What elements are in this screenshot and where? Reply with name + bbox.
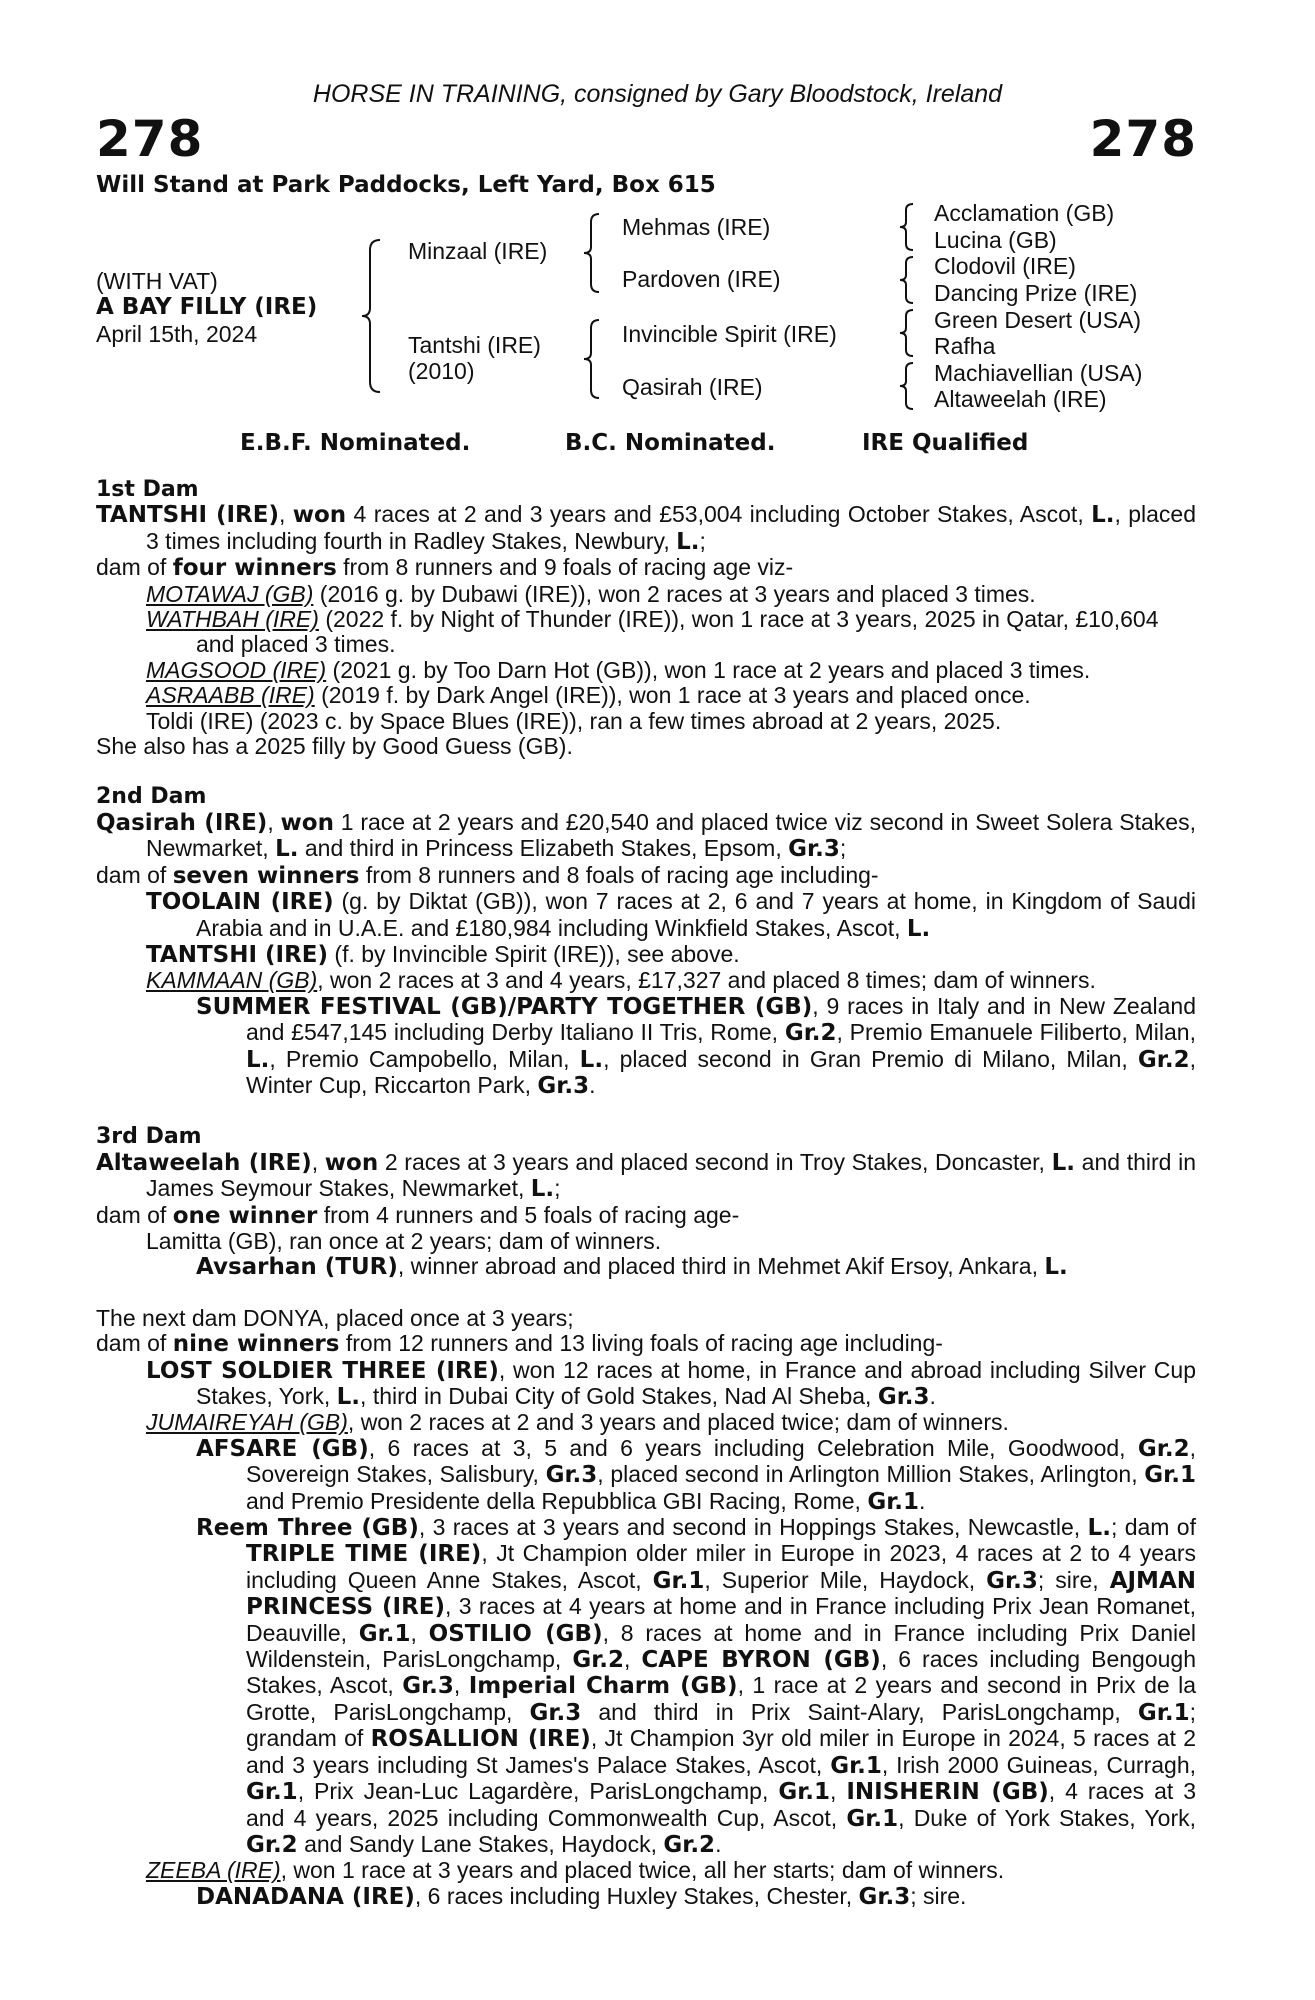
next-dam-produce-summary: dam of nine winners from 12 runners and 13 living foals of racing age including- bbox=[96, 1330, 943, 1358]
progeny-entry: ASRAABB (IRE) (2019 f. by Dark Angel (IRE)), won 1 race at 3 years and placed once. bbox=[146, 682, 1031, 709]
third-dam-entry: Altaweelah (IRE), won 2 races at 3 years and placed second in Troy Stakes, Doncaster, L. and third in James Seymour Stakes, Newmarket, L.; bbox=[96, 1148, 1197, 1203]
grandprogeny-entry: DANADANA (IRE), 6 races including Huxley Stakes, Chester, Gr.3; sire. bbox=[196, 1882, 967, 1910]
grandprogeny-entry: Avsarhan (TUR), winner abroad and placed third in Mehmet Akif Ersoy, Ankara, L. bbox=[196, 1253, 1068, 1281]
family-notes bbox=[96, 477, 1196, 1910]
sire-dam: Pardoven (IRE) bbox=[622, 266, 781, 292]
sire-brace bbox=[582, 212, 602, 294]
g3-ancestor: Acclamation (GB) bbox=[934, 200, 1115, 226]
g3-ancestor: Clodovil (IRE) bbox=[934, 253, 1076, 279]
g3-ancestor: Dancing Prize (IRE) bbox=[934, 280, 1138, 306]
g3-ancestor: Machiavellian (USA) bbox=[934, 360, 1143, 386]
third-dam-heading: 3rd Dam bbox=[96, 1124, 202, 1150]
g3-ancestor: Lucina (GB) bbox=[934, 227, 1057, 253]
progeny-entry: LOST SOLDIER THREE (IRE), won 12 races at home, in France and abroad including Silver Cup Stakes, York, L., third in Dubai City of Gold Stakes, Nad Al Sheba, Gr.3. bbox=[146, 1356, 1196, 1410]
second-dam-heading: 2nd Dam bbox=[96, 784, 207, 810]
g3-brace-3 bbox=[898, 308, 916, 358]
progeny-entry: Lamitta (GB), ran once at 2 years; dam of winners. bbox=[146, 1227, 662, 1254]
progeny-entry: JUMAIREYAH (GB), won 2 races at 2 and 3 years and placed twice; dam of winners. bbox=[146, 1409, 1009, 1436]
g3-brace-4 bbox=[898, 361, 916, 411]
g3-ancestor: Green Desert (USA) bbox=[934, 307, 1142, 333]
sire-name: Minzaal (IRE) bbox=[408, 238, 548, 264]
grandprogeny-entry: AFSARE (GB), 6 races at 3, 5 and 6 years including Celebration Mile, Goodwood, Gr.2, Sovereign Stakes, Salisbury, Gr.3, placed second in Arlington Million Stakes, Arlington, Gr.1 and Premio Presidente della Repubblica GBI Racing, Rome, Gr.1. bbox=[196, 1434, 1196, 1515]
progeny-entry: TOOLAIN (IRE) (g. by Diktat (GB)), won 7 races at 2, 6 and 7 years at home, in Kingdom of Saudi Arabia and in U.A.E. and £180,984 including Winkfield Stakes, Ascot, L. bbox=[146, 888, 1196, 942]
vat-note: (WITH VAT) bbox=[96, 268, 218, 294]
sire-sire: Mehmas (IRE) bbox=[622, 214, 771, 240]
second-dam-produce-summary: dam of seven winners from 8 runners and 8 foals of racing age including- bbox=[96, 861, 879, 889]
dam-name: Tantshi (IRE) bbox=[408, 332, 541, 358]
bc-nomination: B.C. Nominated. bbox=[565, 430, 776, 456]
progeny-entry: TANTSHI (IRE) (f. by Invincible Spirit (IRE)), see above. bbox=[146, 940, 740, 968]
first-dam-heading: 1st Dam bbox=[96, 477, 199, 502]
dam-year: (2010) bbox=[408, 358, 475, 384]
foaling-date: April 15th, 2024 bbox=[96, 321, 258, 347]
consignor-header: HORSE IN TRAINING, consigned by Gary Bloodstock, Ireland bbox=[312, 80, 1003, 108]
lot-number-right: 278 bbox=[1089, 110, 1197, 168]
g3-ancestor: Altaweelah (IRE) bbox=[934, 386, 1107, 412]
progeny-entry: MOTAWAJ (GB) (2016 g. by Dubawi (IRE)), won 2 races at 3 years and placed 3 times. bbox=[146, 580, 1036, 607]
grandprogeny-entry: Reem Three (GB), 3 races at 3 years and second in Hoppings Stakes, Newcastle, L.; dam of TRIPLE TIME (IRE), Jt Champion older miler in Europe in 2023, 4 races at 2 to 4 years including Queen Anne Stakes, Ascot, Gr.1, Superior Mile, Haydock, Gr.3; sire, AJMAN PRINCESS (IRE), 3 races at 4 years at home and in France including Prix Jean Romanet, Deauville, Gr.1, OSTILIO (GB), 8 races at home and in France including Prix Daniel Wildenstein, ParisLongchamp, Gr.2, CAPE BYRON (GB), 6 races including Bengough Stakes, Ascot, Gr.3, Imperial Charm (GB), 1 race at 2 years and second in Prix de la Grotte, ParisLongchamp, Gr.3 and third in Prix Saint-Alary, ParisLongchamp, Gr.1; grandam of ROSALLION (IRE), Jt Champion 3yr old miler in Europe in 2024, 5 races at 2 and 3 years including St James's Palace Stakes, Ascot, Gr.1, Irish 2000 Guineas, Curragh, Gr.1, Prix Jean-Luc Lagardère, ParisLongchamp, Gr.1, INISHERIN (GB), 4 races at 3 and 4 years, 2025 including Commonwealth Cup, Ascot, Gr.1, Duke of York Stakes, York, Gr.2 and Sandy Lane Stakes, Haydock, Gr.2. bbox=[196, 1514, 1197, 1858]
first-dam-entry: TANTSHI (IRE), won 4 races at 2 and 3 years and £53,004 including October Stakes, Ascot, L., placed 3 times including fourth in Radley Stakes, Newbury, L.; bbox=[96, 501, 1197, 555]
g3-ancestor: Rafha bbox=[934, 333, 996, 359]
first-dam-produce-summary: dam of four winners from 8 runners and 9 foals of racing age viz- bbox=[96, 554, 794, 582]
g3-brace-1 bbox=[898, 202, 916, 252]
g3-brace-2 bbox=[898, 255, 916, 305]
progeny-entry: ZEEBA (IRE), won 1 race at 3 years and placed twice, all her starts; dam of winners. bbox=[146, 1857, 1005, 1884]
grandprogeny-entry: SUMMER FESTIVAL (GB)/PARTY TOGETHER (GB), 9 races in Italy and in New Zealand and £547,145 including Derby Italiano II Tris, Rome, Gr.2, Premio Emanuele Filiberto, Milan, L., Premio Campobello, Milan, L., placed second in Gran Premio di Milano, Milan, Gr.2, Winter Cup, Riccarton Park, Gr.3. bbox=[196, 992, 1196, 1099]
lot-number-left: 278 bbox=[96, 110, 204, 168]
dam-brace bbox=[582, 318, 602, 400]
dam-sire: Invincible Spirit (IRE) bbox=[622, 321, 837, 347]
progeny-entry: MAGSOOD (IRE) (2021 g. by Too Darn Hot (GB)), won 1 race at 2 years and placed 3 times. bbox=[146, 656, 1091, 683]
next-dam-intro: The next dam DONYA, placed once at 3 years; bbox=[96, 1304, 574, 1331]
progeny-entry: WATHBAH (IRE) (2022 f. by Night of Thunder (IRE)), won 1 race at 3 years, 2025 in Qatar, £10,604 and placed 3 times. bbox=[146, 606, 1159, 658]
progeny-entry: Toldi (IRE) (2023 c. by Space Blues (IRE)), ran a few times abroad at 2 years, 2025. bbox=[146, 707, 1002, 734]
dam-dam: Qasirah (IRE) bbox=[622, 374, 763, 400]
progeny-entry: KAMMAAN (GB), won 2 races at 3 and 4 years, £17,327 and placed 8 times; dam of winners. bbox=[146, 967, 1096, 994]
third-dam-produce-summary: dam of one winner from 4 runners and 5 foals of racing age- bbox=[96, 1201, 740, 1229]
stable-location: Will Stand at Park Paddocks, Left Yard, Box 615 bbox=[96, 172, 716, 198]
second-dam-entry: Qasirah (IRE), won 1 race at 2 years and £20,540 and placed twice viz second in Sweet Solera Stakes, Newmarket, L. and third in Princess Elizabeth Stakes, Epsom, Gr.3; bbox=[96, 808, 1196, 863]
first-dam-note: She also has a 2025 filly by Good Guess (GB). bbox=[96, 733, 573, 760]
ire-qualified: IRE Qualified bbox=[862, 430, 1029, 456]
pedigree-brace-main bbox=[360, 238, 384, 394]
lot-name: A BAY FILLY (IRE) bbox=[96, 294, 318, 320]
ebf-nomination: E.B.F. Nominated. bbox=[240, 430, 471, 456]
